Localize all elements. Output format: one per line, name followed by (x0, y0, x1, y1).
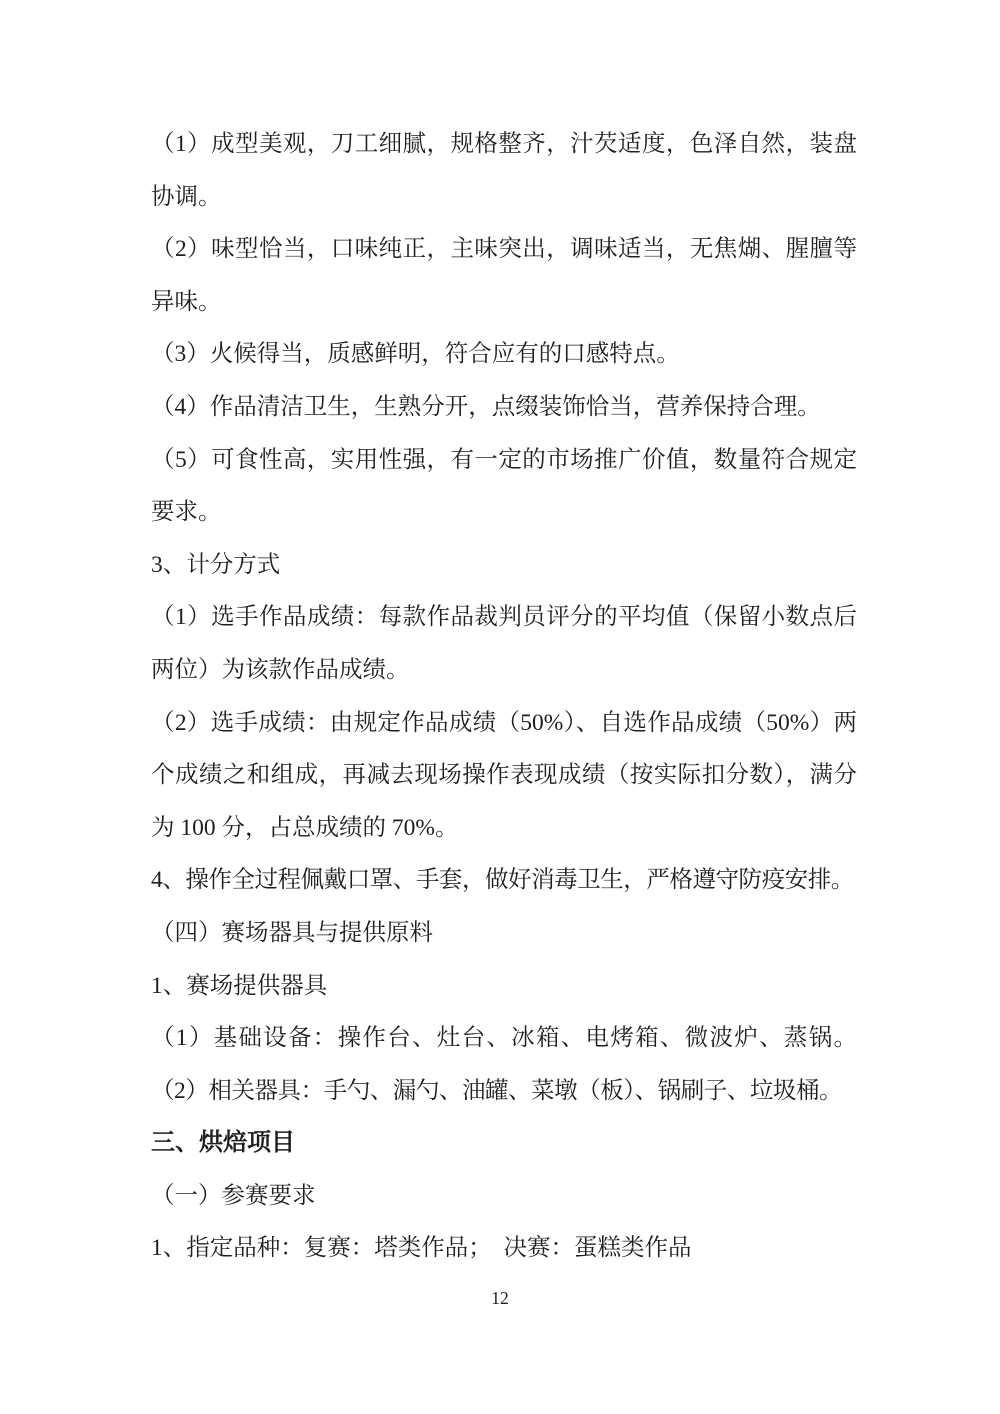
paragraph-line: 异味。 (151, 288, 222, 315)
paragraph-line: （4）作品清洁卫生，生熟分开，点缀装饰恰当，营养保持合理。 (151, 393, 821, 420)
paragraph-line: （2）味型恰当，口味纯正，主味突出，调味适当，无焦煳、腥膻等 (151, 236, 857, 263)
list-item-designated-categories: 1、指定品种：复赛：塔类作品； 决赛：蛋糕类作品 (151, 1235, 692, 1262)
subsection-heading-venue-equipment: （四）赛场器具与提供原料 (151, 919, 433, 946)
document-body (151, 118, 857, 1275)
paragraph-line: 个成绩之和组成，再减去现场操作表现成绩（按实际扣分数），满分 (151, 762, 857, 789)
paragraph-line: 4、操作全过程佩戴口罩、手套，做好消毒卫生，严格遵守防疫安排。 (151, 867, 854, 894)
paragraph-line: （1）成型美观，刀工细腻，规格整齐，汁芡适度，色泽自然，装盘 (151, 131, 857, 157)
paragraph-line: 要求。 (151, 499, 222, 526)
list-item-scoring-method: 3、计分方式 (151, 551, 281, 578)
paragraph-line: 为 100 分，占总成绩的 70%。 (151, 814, 459, 841)
paragraph-line: 协调。 (151, 183, 222, 210)
paragraph-line: 两位）为该款作品成绩。 (151, 656, 410, 683)
paragraph-line: （1）选手作品成绩：每款作品裁判员评分的平均值（保留小数点后 (151, 604, 857, 631)
paragraph-line: （5）可食性高，实用性强，有一定的市场推广价值，数量符合规定 (151, 446, 857, 473)
subsection-heading-entry-requirements: （一）参赛要求 (151, 1182, 316, 1209)
paragraph-line: （2）选手成绩：由规定作品成绩（50%）、自选作品成绩（50%）两 (151, 709, 857, 736)
section-heading-baking: 三、烘焙项目 (151, 1129, 295, 1157)
page-number: 12 (491, 1288, 509, 1308)
list-item-venue-equipment: 1、赛场提供器具 (151, 972, 328, 999)
paragraph-line: （2）相关器具：手勺、漏勺、油罐、菜墩（板）、锅刷子、垃圾桶。 (151, 1077, 843, 1104)
paragraph-line: （3）火候得当，质感鲜明，符合应有的口感特点。 (151, 341, 680, 368)
paragraph-line: （1）基础设备：操作台、灶台、冰箱、电烤箱、微波炉、蒸锅。 (151, 1025, 857, 1052)
